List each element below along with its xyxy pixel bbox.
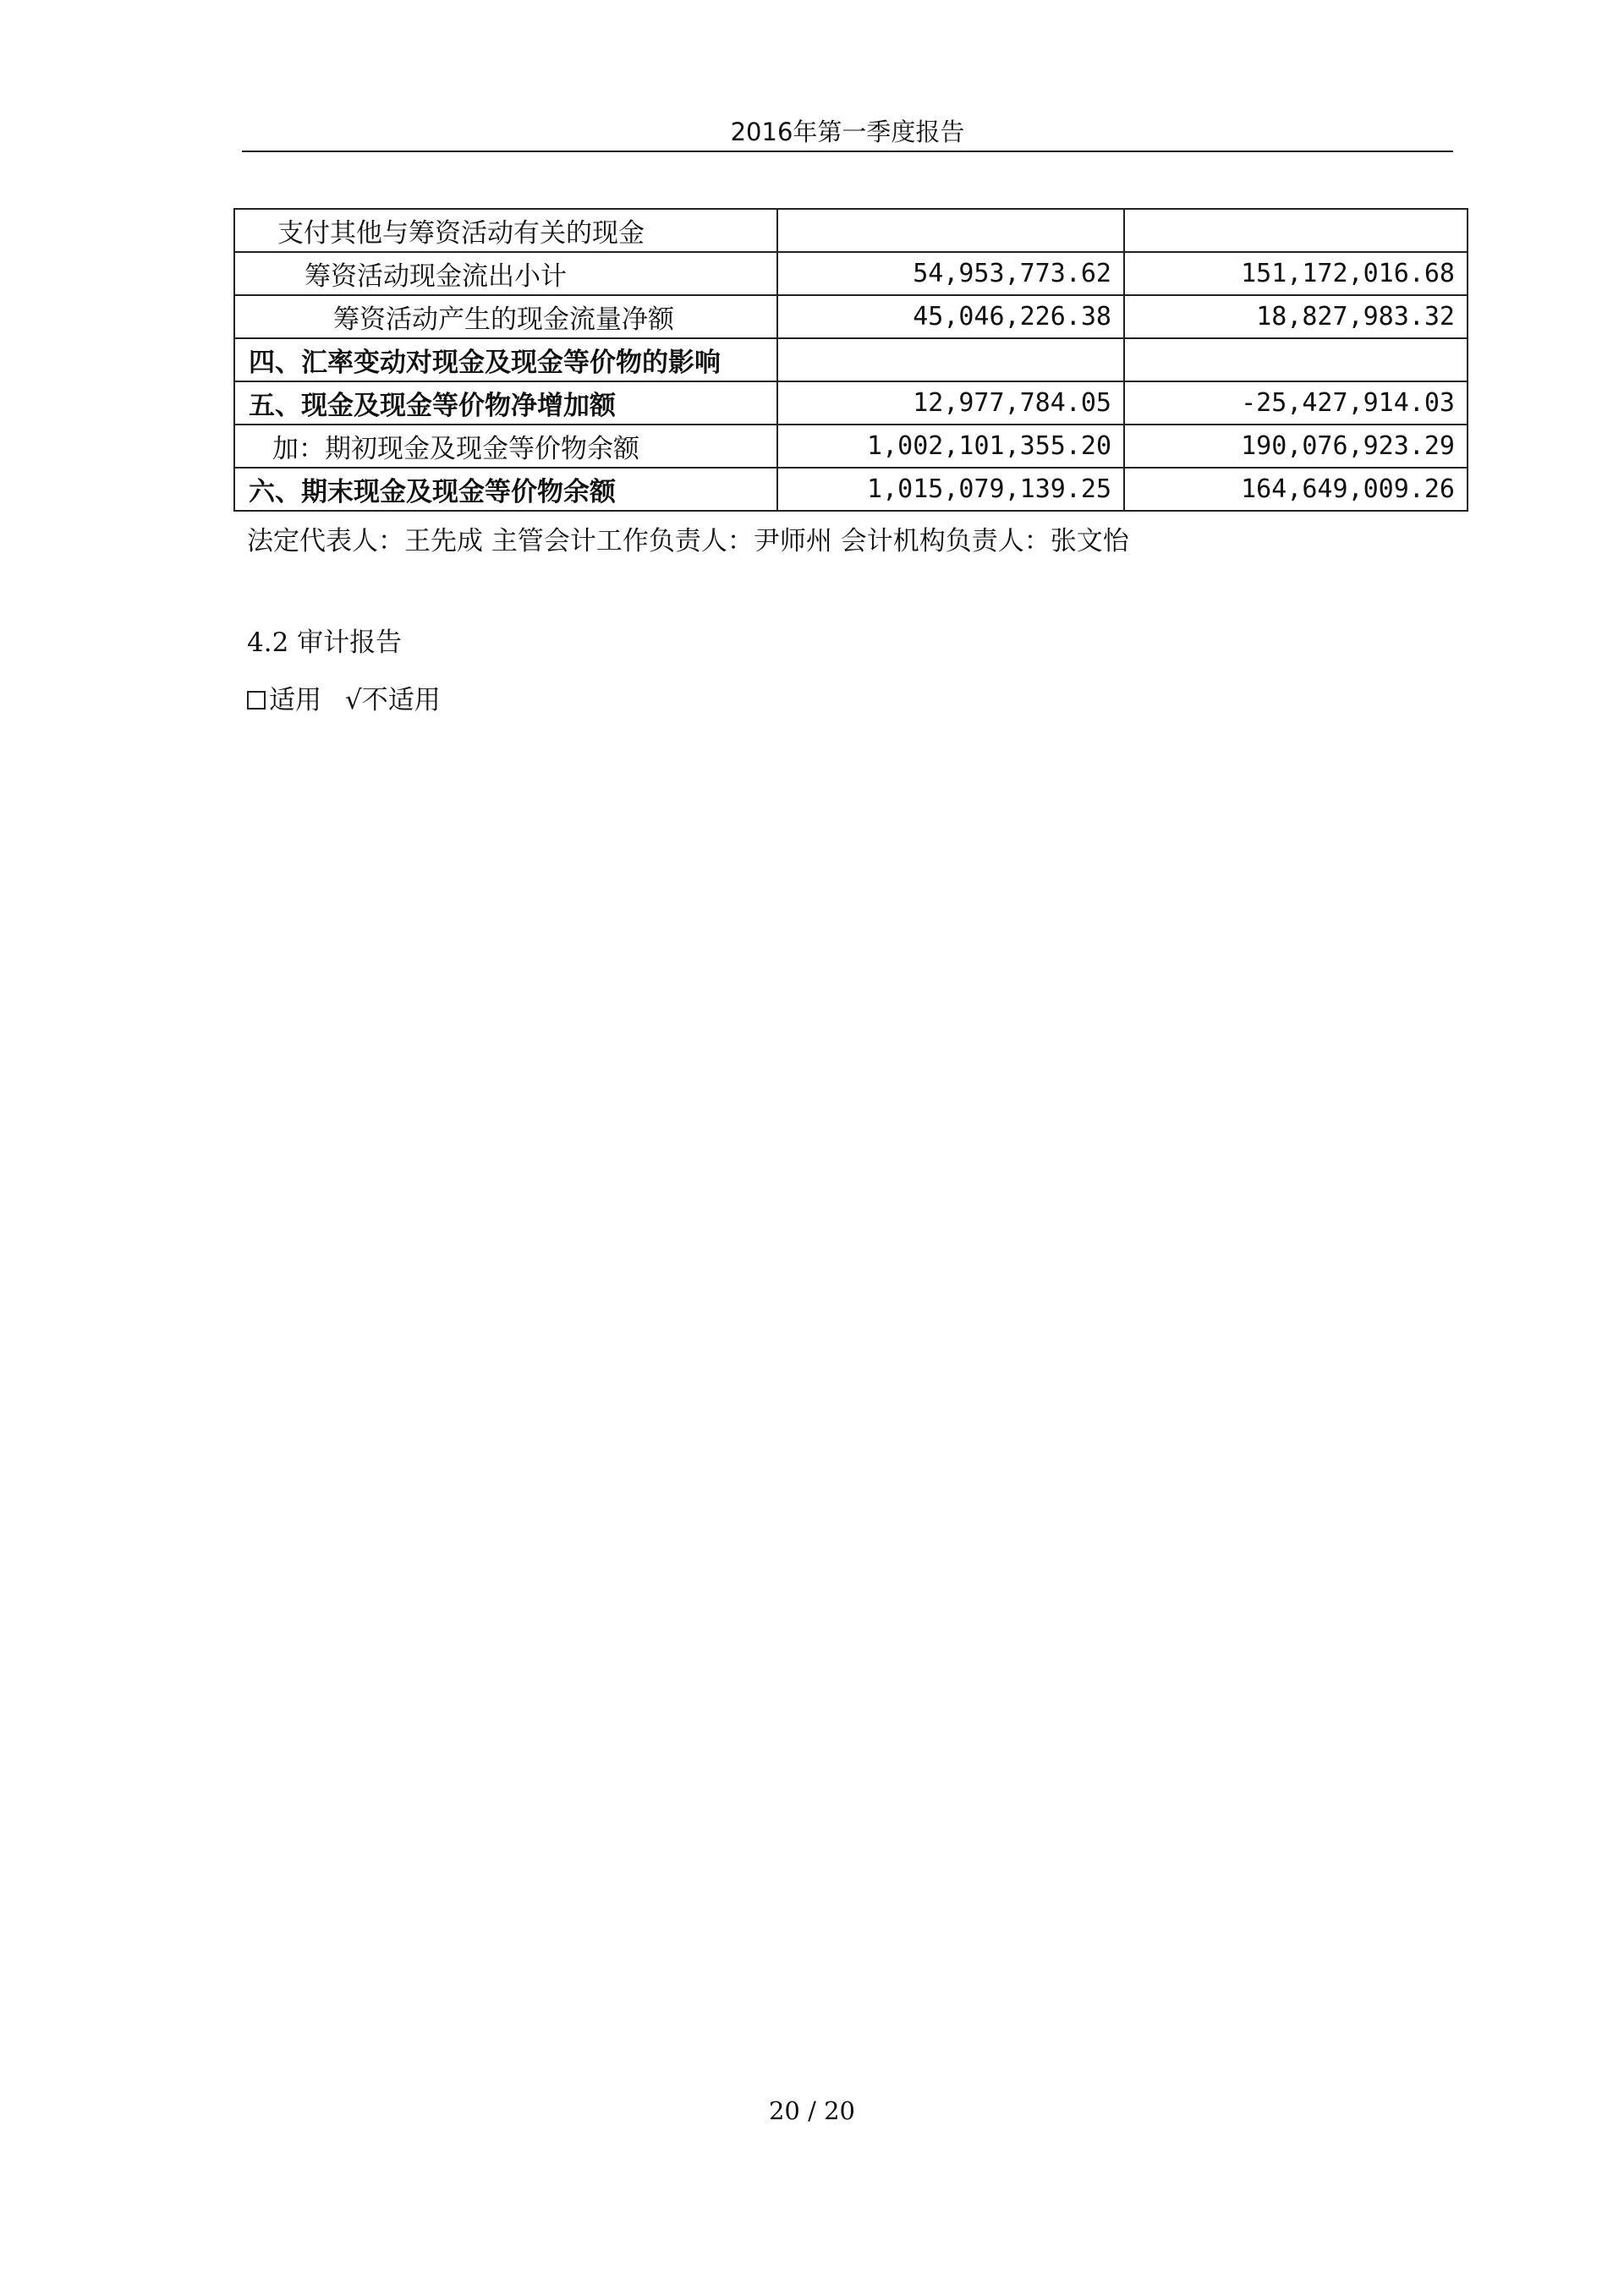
page-header-title: 2016年第一季度报告 [730, 118, 965, 146]
row-label: 四、汇率变动对现金及现金等价物的影响 [234, 338, 777, 381]
table-row [234, 338, 1468, 381]
page-number: 20 / 20 [768, 2096, 855, 2125]
header-divider [242, 151, 1453, 152]
cash-flow-table [233, 208, 1468, 512]
applicability-options [247, 682, 441, 719]
current-period-value [777, 338, 1124, 381]
table-row [234, 468, 1468, 511]
not-applicable-label: 不适用 [361, 685, 441, 715]
row-label: 支付其他与筹资活动有关的现金 [234, 209, 777, 252]
previous-period-value: 18,827,983.32 [1124, 295, 1468, 338]
current-period-value: 12,977,784.05 [777, 381, 1124, 425]
applicable-label: 适用 [269, 685, 321, 715]
table-row [234, 252, 1468, 295]
responsible-persons-line: 法定代表人：王先成 主管会计工作负责人：尹师州 会计机构负责人：张文怡 [247, 526, 1129, 556]
previous-period-value [1124, 338, 1468, 381]
table-row [234, 295, 1468, 338]
table-row [234, 381, 1468, 425]
empty-checkbox-icon [247, 691, 266, 710]
table-row [234, 425, 1468, 468]
previous-period-value: -25,427,914.03 [1124, 381, 1468, 425]
check-mark-icon: √ [345, 685, 362, 715]
current-period-value: 45,046,226.38 [777, 295, 1124, 338]
previous-period-value: 164,649,009.26 [1124, 468, 1468, 511]
current-period-value: 1,002,101,355.20 [777, 425, 1124, 468]
section-heading: 4.2 审计报告 [247, 627, 403, 658]
row-label: 筹资活动产生的现金流量净额 [234, 295, 777, 338]
row-label: 筹资活动现金流出小计 [234, 252, 777, 295]
row-label: 六、期末现金及现金等价物余额 [234, 468, 777, 511]
current-period-value [777, 209, 1124, 252]
row-label: 五、现金及现金等价物净增加额 [234, 381, 777, 425]
previous-period-value: 151,172,016.68 [1124, 252, 1468, 295]
table-row [234, 209, 1468, 252]
previous-period-value: 190,076,923.29 [1124, 425, 1468, 468]
current-period-value: 1,015,079,139.25 [777, 468, 1124, 511]
previous-period-value [1124, 209, 1468, 252]
current-period-value: 54,953,773.62 [777, 252, 1124, 295]
row-label: 加：期初现金及现金等价物余额 [234, 425, 777, 468]
